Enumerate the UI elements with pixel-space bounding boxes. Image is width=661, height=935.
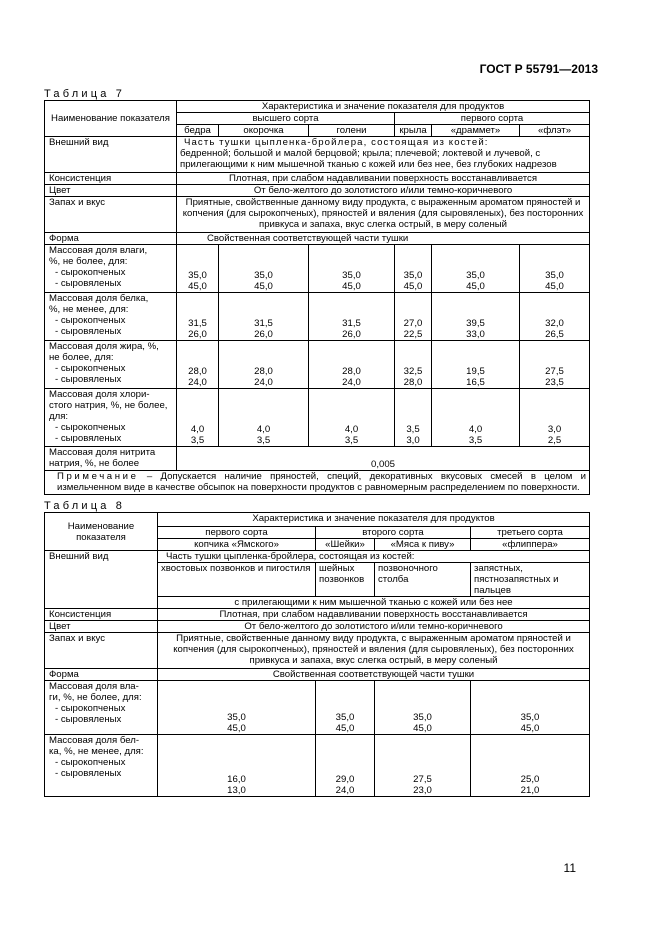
row-value: Свойственная соответствующей части тушки — [177, 233, 590, 245]
t8-row-form — [45, 669, 590, 681]
bone-cell: позвоночного столба — [375, 563, 471, 597]
t7-row-nitrite — [45, 447, 590, 471]
value-cell: 28,0 24,0 — [309, 341, 395, 389]
row-label: Запах и вкус — [45, 633, 158, 669]
t7-header-characteristic: Характеристика и значение показателя для продуктов — [177, 101, 590, 113]
value-cell: 19,5 16,5 — [432, 341, 520, 389]
row-label: Консистенция — [45, 609, 158, 621]
value-cell: 32,5 28,0 — [395, 341, 432, 389]
value-cell: 31,5 26,0 — [309, 293, 395, 341]
row-value: Приятные, свойственные данному виду продукта, с выраженным ароматом пряностей и копчения (для сырокопченых), пряностей и вяления (для сыровяленых), без посторонних привкуса и запаха, вкус слегка острый, в меру соленый — [177, 197, 590, 233]
table7 — [44, 100, 590, 495]
value-cell: 3,5 3,0 — [395, 389, 432, 447]
t7-row-salt — [45, 389, 590, 447]
t7-row-consistency — [45, 173, 590, 185]
table8 — [44, 512, 590, 797]
t8-header-grade-second: второго сорта — [316, 527, 471, 539]
row-label: Массовая доля бел- ка, %, не менее, для: - сырокопченых - сыровяленых — [45, 735, 158, 797]
t7-row-color — [45, 185, 590, 197]
t7-header-grade-high: высшего сорта — [177, 113, 395, 125]
row-label: Внешний вид — [45, 551, 158, 609]
row-value: Часть тушки цыпленка-бройлера, состоящая из костей: — [158, 551, 590, 563]
t8-row-protein — [45, 735, 590, 797]
t7-header-grade-first: первого сорта — [395, 113, 590, 125]
row-label: Массовая доля белка, %, не менее, для: - сырокопченых - сыровяленых — [45, 293, 177, 341]
row-label: Форма — [45, 669, 158, 681]
value-cell: 4,0 3,5 — [432, 389, 520, 447]
bone-cell: запястных, пястнозапястных и пальцев — [471, 563, 590, 597]
t7-row-appearance — [45, 137, 590, 173]
value-cell: 35,0 45,0 — [309, 245, 395, 293]
row-label: Массовая доля жира, %, не более, для: - сырокопченых - сыровяленых — [45, 341, 177, 389]
value-cell: 35,0 45,0 — [375, 681, 471, 735]
t7-row-taste — [45, 197, 590, 233]
value-cell: 35,0 45,0 — [432, 245, 520, 293]
value-cell: 32,0 26,5 — [520, 293, 590, 341]
value-cell: 35,0 45,0 — [520, 245, 590, 293]
t8-header-name: Наименование показателя — [45, 513, 158, 551]
row-label: Массовая доля влаги, %, не более, для: - сырокопченых - сыровяленых — [45, 245, 177, 293]
table8-caption: Таблица 8 — [44, 500, 126, 512]
t8-col-header: копчика «Ямского» — [158, 539, 316, 551]
value-cell: 4,0 3,5 — [219, 389, 309, 447]
value-cell: 27,5 23,0 — [375, 735, 471, 797]
t8-header-grade-third: третьего сорта — [471, 527, 590, 539]
t8-header-grade-first: первого сорта — [158, 527, 316, 539]
row-label: Консистенция — [45, 173, 177, 185]
t8-row-taste — [45, 633, 590, 669]
value-cell: 35,0 45,0 — [471, 681, 590, 735]
t7-col-header: голени — [309, 125, 395, 137]
value-cell: 35,0 45,0 — [177, 245, 219, 293]
value-cell: 31,5 26,0 — [219, 293, 309, 341]
value-cell: 39,5 33,0 — [432, 293, 520, 341]
t8-col-header: «Шейки» — [316, 539, 375, 551]
t8-col-header: «Мяса к пиву» — [375, 539, 471, 551]
row-label: Массовая доля нитрита натрия, %, не более — [45, 447, 177, 471]
value-cell: 16,0 13,0 — [158, 735, 316, 797]
t7-row-protein — [45, 293, 590, 341]
bone-cell: шейных позвонков — [316, 563, 375, 597]
t7-col-header: бедра — [177, 125, 219, 137]
row-label: Цвет — [45, 621, 158, 633]
t7-row-moisture — [45, 245, 590, 293]
t7-row-fat — [45, 341, 590, 389]
document-code: ГОСТ Р 55791—2013 — [479, 62, 598, 76]
value-cell: 35,0 45,0 — [316, 681, 375, 735]
row-value: От бело-желтого до золотистого и/или темно-коричневого — [158, 621, 590, 633]
row-value: с прилегающими к ним мышечной тканью с кожей или без нее — [158, 597, 590, 609]
value-cell: 29,0 24,0 — [316, 735, 375, 797]
value-cell: 25,0 21,0 — [471, 735, 590, 797]
row-value: Плотная, при слабом надавливании поверхность восстанавливается — [177, 173, 590, 185]
t7-col-header: «флэт» — [520, 125, 590, 137]
row-label: Внешний вид — [45, 137, 177, 173]
row-label: Форма — [45, 233, 177, 245]
t7-row-form — [45, 233, 590, 245]
value-cell: 4,0 3,5 — [309, 389, 395, 447]
table7-caption: Таблица 7 — [44, 88, 126, 100]
row-value: 0,005 — [177, 447, 590, 471]
value-cell: 35,0 45,0 — [395, 245, 432, 293]
row-label: Цвет — [45, 185, 177, 197]
t8-row-consistency — [45, 609, 590, 621]
value-cell: 31,5 26,0 — [177, 293, 219, 341]
row-value: Плотная, при слабом надавливании поверхность восстанавливается — [158, 609, 590, 621]
row-value: Приятные, свойственные данному виду продукта, с выраженным ароматом пряностей и копчения (для сырокопченых), пряностей и вяления (для сыровяленых), без посторонних привкуса и запаха, вкус слегка острый, в меру соленый — [158, 633, 590, 669]
value-cell: 4,0 3,5 — [177, 389, 219, 447]
row-label: Массовая доля хлори- стого натрия, %, не более, для: - сырокопченых - сыровяленых — [45, 389, 177, 447]
bone-cell: хвостовых позвонков и пигостиля — [158, 563, 316, 597]
t7-header-name: Наименование показателя — [45, 101, 177, 137]
t7-col-header: «драммет» — [432, 125, 520, 137]
value-cell: 28,0 24,0 — [177, 341, 219, 389]
value-cell: 28,0 24,0 — [219, 341, 309, 389]
value-cell: 35,0 45,0 — [158, 681, 316, 735]
row-label: Запах и вкус — [45, 197, 177, 233]
page-number: 11 — [563, 861, 576, 875]
row-value: Свойственная соответствующей части тушки — [158, 669, 590, 681]
row-label: Массовая доля вла- ги, %, не более, для: - сырокопченых - сыровяленых — [45, 681, 158, 735]
t8-row-appearance-title — [45, 551, 590, 563]
t8-row-moisture — [45, 681, 590, 735]
value-cell: 27,5 23,5 — [520, 341, 590, 389]
table7-note: Примечание – Допускается наличие пряностей, специй, декоративных вкусовых смесей в целом и измельченном виде в качестве обсыпок на поверхности продуктов с равномерным распределением по поверхности. — [45, 471, 590, 495]
value-cell: 27,0 22,5 — [395, 293, 432, 341]
row-value: Часть тушки цыпленка-бройлера, состоящая из костей: бедренной; большой и малой берцовой; крыла; плечевой; локтевой и лучевой, с прилегающими к ним мышечной тканью с кожей или без нее, без глубоких надрезов — [177, 137, 590, 173]
value-cell: 35,0 45,0 — [219, 245, 309, 293]
t8-header-characteristic: Характеристика и значение показателя для продуктов — [158, 513, 590, 527]
t7-col-header: крыла — [395, 125, 432, 137]
t8-col-header: «флиппера» — [471, 539, 590, 551]
t7-col-header: окорочка — [219, 125, 309, 137]
row-value: От бело-желтого до золотистого и/или темно-коричневого — [177, 185, 590, 197]
t8-row-color — [45, 621, 590, 633]
t7-note-row — [45, 471, 590, 495]
value-cell: 3,0 2,5 — [520, 389, 590, 447]
